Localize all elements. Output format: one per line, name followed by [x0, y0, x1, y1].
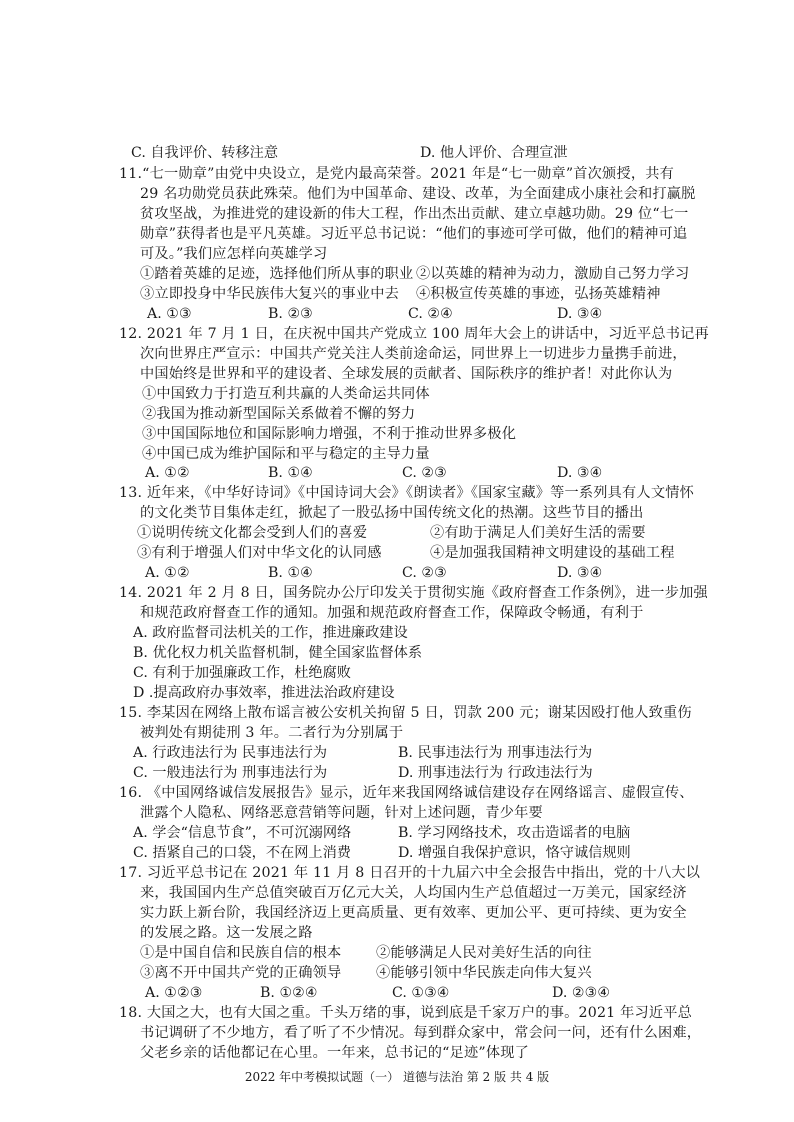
- q13-option-a: A. ①②: [145, 565, 190, 581]
- q15-option-a: A. 行政违法行为 民事违法行为: [133, 745, 328, 761]
- q18-stem-line: 父老乡亲的话他都记在心里。一年来，总书记的“足迹”体现了: [140, 1045, 529, 1061]
- q12-option-c: C. ②③: [402, 465, 447, 481]
- q11-item: ④积极宣传英雄的事迹，弘扬英雄精神: [416, 286, 661, 302]
- q17-item: ②能够满足人民对美好生活的向往: [376, 945, 592, 961]
- q12-option-d: D. ③④: [557, 465, 603, 481]
- q10-option-c: C. 自我评价、转移注意: [131, 145, 279, 161]
- q17-option-c: C. ①③④: [392, 985, 450, 1001]
- q13-option-d: D. ③④: [557, 565, 603, 581]
- q17-stem-line: 17. 习近平总书记在 2021 年 11 月 8 日召开的十九届六中全会报告中指出，党的十八大以: [119, 865, 701, 881]
- q11-option-b: B. ②③: [268, 306, 313, 322]
- q14-option-d: D .提高政府办事效率，推进法治政府建设: [133, 685, 395, 701]
- page-footer: 2022 年中考模拟试题（一） 道德与法治 第 2 版 共 4 版: [244, 1070, 550, 1084]
- q11-stem-line: 29 名功勋党员获此殊荣。他们为中国革命、建设、改革，为全面建成小康社会和打赢脱: [140, 186, 696, 202]
- q16-stem-line: 16. 《中国网络诚信发展报告》显示，近年来我国网络诚信建设存在网络谣言、虚假宣传、: [119, 785, 694, 801]
- q17-item: ①是中国自信和民族自信的根本: [140, 945, 342, 961]
- q17-stem-line: 实力跃上新台阶，我国经济迈上更高质量、更有效率、更加公平、更可持续、更为安全: [140, 905, 687, 921]
- q14-stem-line: 和规范政府督查工作的通知。加强和规范政府督查工作，保障政令畅通，有利于: [140, 605, 644, 621]
- q17-stem-line: 的发展之路。这一发展之路: [140, 925, 313, 941]
- q13-item: ④是加强我国精神文明建设的基础工程: [430, 545, 675, 561]
- q17-option-b: B. ①②④: [260, 985, 318, 1001]
- q16-option-c: C. 捂紧自己的口袋，不在网上消费: [133, 845, 351, 861]
- q11-option-a: A. ①③: [147, 306, 192, 322]
- q13-stem-line: 13. 近年来，《中华好诗词》《中国诗词大会》《朗读者》《国家宝藏》等一系列具有人文情怀: [119, 485, 694, 501]
- q18-stem-line: 18. 大国之大，也有大国之重。千头万绪的事，说到底是千家万户的事。2021 年习近平总: [119, 1005, 693, 1021]
- q11-stem-line: 11.“七一勋章”由党中央设立，是党内最高荣誉。2021 年是“七一勋章”首次颁授，共有: [119, 166, 674, 182]
- q16-option-a: A. 学会“信息节食”，不可沉溺网络: [133, 825, 352, 841]
- q12-stem-line: 次向世界庄严宣示：中国共产党关注人类前途命运，同世界上一切进步力量携手前进，: [140, 346, 687, 362]
- q15-option-b: B. 民事违法行为 刑事违法行为: [398, 745, 593, 761]
- q15-stem-line: 被判处有期徒刑 3 年。二者行为分别属于: [140, 725, 404, 741]
- q16-option-d: D. 增强自我保护意识，恪守诚信规则: [398, 845, 631, 861]
- q16-stem-line: 泄露个人隐私、网络恶意营销等问题，针对上述问题，青少年要: [140, 805, 543, 821]
- q12-stem-line: 中国始终是世界和平的建设者、全球发展的贡献者、国际秩序的维护者！对此你认为: [140, 366, 673, 382]
- q11-stem-line: 可及。”我们应怎样向英雄学习: [140, 246, 328, 262]
- q12-item: ④中国已成为维护国际和平与稳定的主导力量: [142, 446, 430, 462]
- q12-item: ①中国致力于打造互利共赢的人类命运共同体: [142, 386, 430, 402]
- q17-option-d: D. ②③④: [552, 985, 611, 1001]
- q17-stem-line: 来，我国国内生产总值突破百万亿元大关，人均国内生产总值超过一万美元，国家经济: [140, 885, 687, 901]
- q12-option-a: A. ①②: [145, 465, 190, 481]
- q13-item: ③有利于增强人们对中华文化的认同感: [137, 545, 382, 561]
- q11-option-d: D. ③④: [557, 306, 603, 322]
- q14-stem-line: 14. 2021 年 2 月 8 日，国务院办公厅印发关于贯彻实施《政府督查工作条例》，进一步加强: [119, 585, 708, 601]
- q12-option-b: B. ①④: [268, 465, 313, 481]
- q13-option-c: C. ②③: [402, 565, 447, 581]
- q12-item: ②我国为推动新型国际关系做着不懈的努力: [142, 406, 416, 422]
- q13-item: ①说明传统文化都会受到人们的喜爱: [137, 525, 368, 541]
- q11-stem-line: 勋章”获得者也是平凡英雄。习近平总书记说：“他们的事迹可学可做，他们的精神可追: [140, 226, 688, 242]
- q13-option-b: B. ①④: [268, 565, 313, 581]
- q13-stem-line: 的文化类节目集体走红，掀起了一股弘扬中国传统文化的热潮。这些节目的播出: [140, 505, 644, 521]
- q15-stem-line: 15. 李某因在网络上散布谣言被公安机关拘留 5 日，罚款 200 元；谢某因殴打他人致重伤: [119, 705, 692, 721]
- q15-option-c: C. 一般违法行为 刑事违法行为: [133, 765, 328, 781]
- q11-option-c: C. ②④: [408, 306, 453, 322]
- q14-option-c: C. 有利于加强廉政工作，杜绝腐败: [133, 665, 351, 681]
- q18-stem-line: 书记调研了不少地方，看了听了不少情况。每到群众家中，常会问一问，还有什么困难，: [140, 1025, 702, 1041]
- q11-item: ①踏着英雄的足迹，选择他们所从事的职业: [140, 266, 414, 282]
- q11-item: ②以英雄的精神为动力，激励自己努力学习: [416, 266, 690, 282]
- q15-option-d: D. 刑事违法行为 行政违法行为: [398, 765, 593, 781]
- q10-option-d: D. 他人评价、合理宣泄: [420, 145, 568, 161]
- q11-stem-line: 贫攻坚战，为推进党的建设新的伟大工程，作出杰出贡献、建立卓越功勋。29 位“七一: [140, 206, 689, 222]
- q11-item: ③立即投身中华民族伟大复兴的事业中去: [140, 286, 399, 302]
- q13-item: ②有助于满足人们美好生活的需要: [430, 525, 646, 541]
- q17-item: ④能够引领中华民族走向伟大复兴: [376, 965, 592, 981]
- q17-option-a: A. ①②③: [145, 985, 203, 1001]
- q12-item: ③中国国际地位和国际影响力增强，不利于推动世界多极化: [142, 426, 517, 442]
- q14-option-a: A. 政府监督司法机关的工作，推进廉政建设: [133, 625, 408, 641]
- q17-item: ③离不开中国共产党的正确领导: [140, 965, 342, 981]
- q16-option-b: B. 学习网络技术，攻击造谣者的电脑: [398, 825, 631, 841]
- q14-option-b: B. 优化权力机关监督机制，健全国家监督体系: [133, 645, 423, 661]
- q12-stem-line: 12. 2021 年 7 月 1 日，在庆祝中国共产党成立 100 周年大会上的讲话中，习近平总书记再: [119, 326, 709, 342]
